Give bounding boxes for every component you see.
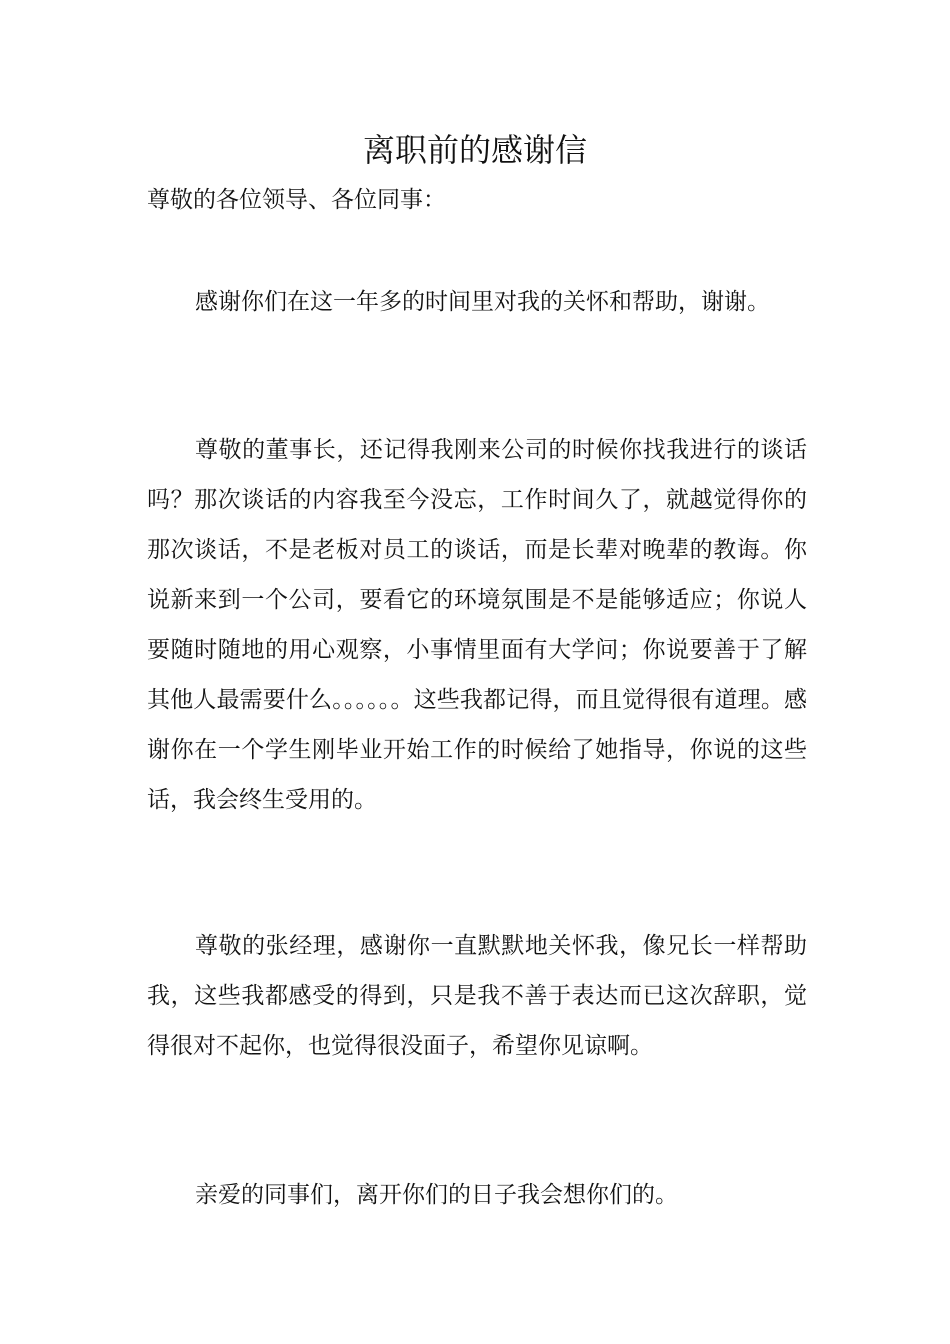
salutation: 尊敬的各位领导、各位同事：	[147, 187, 446, 213]
page-title: 离职前的感谢信	[362, 131, 587, 169]
paragraph-chairman: 尊敬的董事长，还记得我刚来公司的时候你找我进行的谈话吗？那次谈话的内容我至今没忘，工作时间久了，就越觉得你的那次谈话，不是老板对员工的谈话，而是长辈对晚辈的教诲。你说新来到一个公司，要看它的环境氛围是不是能够适应；你说人要随时随地的用心观察，小事情里面有大学问；你说要善于了解其他人最需要什么。。。。。。这些我都记得，而且觉得很有道理。感谢你在一个学生刚毕业开始工作的时候给了她指导，你说的这些话，我会终生受用的。	[147, 437, 807, 813]
paragraph-manager: 尊敬的张经理，感谢你一直默默地关怀我，像兄长一样帮助我，这些我都感受的得到，只是我不善于表达而已这次辞职，觉得很对不起你，也觉得很没面子，希望你见谅啊。	[147, 933, 807, 1059]
paragraph-colleagues: 亲爱的同事们，离开你们的日子我会想你们的。	[195, 1182, 678, 1208]
paragraph-thanks: 感谢你们在这一年多的时间里对我的关怀和帮助，谢谢。	[195, 289, 770, 315]
